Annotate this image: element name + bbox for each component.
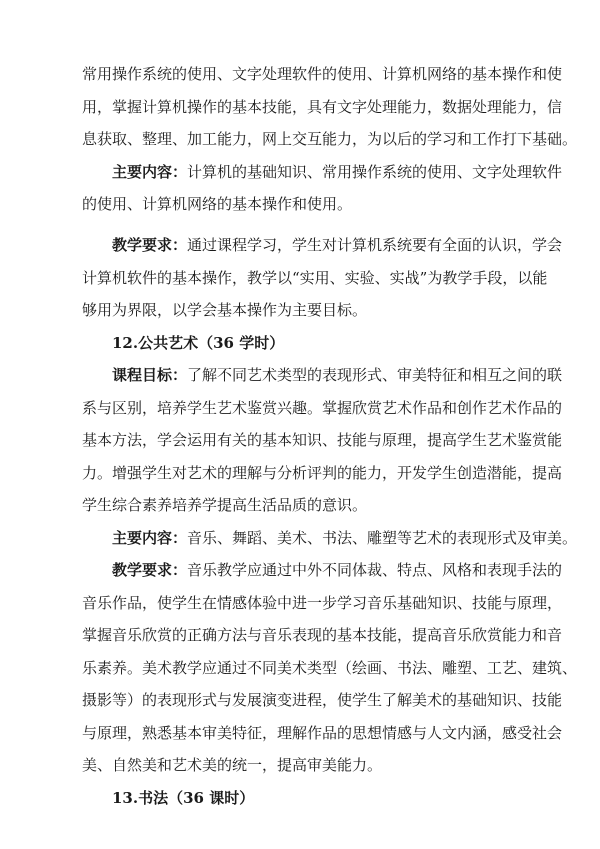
art-main-content-label: 主要内容： bbox=[112, 528, 188, 547]
art-teaching-req-line-4: 乐素养。美术教学应通过不同美术类型（绘画、书法、雕塑、工艺、建筑、 bbox=[82, 658, 578, 677]
intro-line-3: 息获取、整理、加工能力，网上交互能力，为以后的学习和工作打下基础。 bbox=[82, 130, 578, 148]
art-main-content-text-1: 音乐、舞蹈、美术、书法、雕塑等艺术的表现形式及审美。 bbox=[187, 528, 578, 547]
document-page bbox=[82, 64, 578, 820]
course-goal-line-1 bbox=[82, 365, 563, 385]
course-goal-line-3: 基本方法，学会运用有关的基本知识、技能与原理，提高学生艺术鉴赏能 bbox=[82, 431, 563, 449]
course-goal-line-5: 学生综合素养培养学提高生活品质的意识。 bbox=[82, 496, 368, 514]
teaching-req-label: 教学要求： bbox=[112, 236, 188, 254]
section-heading-13: 13.书法（36 课时） bbox=[112, 788, 255, 807]
art-teaching-req-line-1 bbox=[82, 560, 563, 580]
main-content-label: 主要内容： bbox=[112, 162, 188, 181]
teaching-req-text-1: 通过课程学习，学生对计算机系统要有全面的认识，学会 bbox=[187, 236, 563, 254]
art-teaching-req-line-6: 与原理，熟悉基本审美特征，理解作品的思想情感与人文内涵，感受社会 bbox=[82, 723, 563, 742]
main-content-line-2: 的使用、计算机网络的基本操作和使用。 bbox=[82, 195, 353, 213]
art-teaching-req-line-3: 掌握音乐欣赏的正确方法与音乐表现的基本技能，提高音乐欣赏能力和音 bbox=[82, 626, 563, 644]
art-teaching-req-text-1: 音乐教学应通过中外不同体裁、特点、风格和表现手法的 bbox=[187, 561, 563, 579]
teaching-req-line-1 bbox=[82, 235, 563, 255]
main-content-text-1: 计算机的基础知识、常用操作系统的使用、文字处理软件 bbox=[187, 162, 563, 181]
art-teaching-req-line-5: 摄影等）的表现形式与发展演变进程，使学生了解美术的基础知识、技能 bbox=[82, 691, 563, 709]
course-goal-text-1: 了解不同艺术类型的表现形式、审美特征和相互之间的联 bbox=[187, 366, 563, 384]
art-teaching-req-label: 教学要求： bbox=[112, 561, 188, 579]
art-teaching-req-line-2: 音乐作品，使学生在情感体验中进一步学习音乐基础知识、技能与原理， bbox=[82, 593, 563, 612]
teaching-req-line-2: 计算机软件的基本操作，教学以“实用、实验、实战”为教学手段，以能 bbox=[82, 268, 548, 287]
course-goal-label: 课程目标： bbox=[112, 366, 188, 384]
course-goal-line-2: 系与区别，培养学生艺术鉴赏兴趣。掌握欣赏艺术作品和创作艺术作品的 bbox=[82, 398, 563, 417]
art-main-content-line-1 bbox=[82, 528, 578, 548]
intro-line-1: 常用操作系统的使用、文字处理软件的使用、计算机网络的基本操作和使 bbox=[82, 65, 563, 83]
teaching-req-line-3: 够用为界限，以学会基本操作为主要目标。 bbox=[82, 301, 368, 319]
intro-line-2: 用，掌握计算机操作的基本技能，具有文字处理能力，数据处理能力，信 bbox=[82, 97, 563, 116]
section-heading-12: 12.公共艺术（36 学时） bbox=[112, 333, 285, 352]
course-goal-line-4: 力。增强学生对艺术的理解与分析评判的能力，开发学生创造潜能，提高 bbox=[82, 463, 563, 482]
art-teaching-req-line-7: 美、自然美和艺术美的统一，提高审美能力。 bbox=[82, 756, 383, 774]
main-content-line-1 bbox=[82, 162, 563, 182]
